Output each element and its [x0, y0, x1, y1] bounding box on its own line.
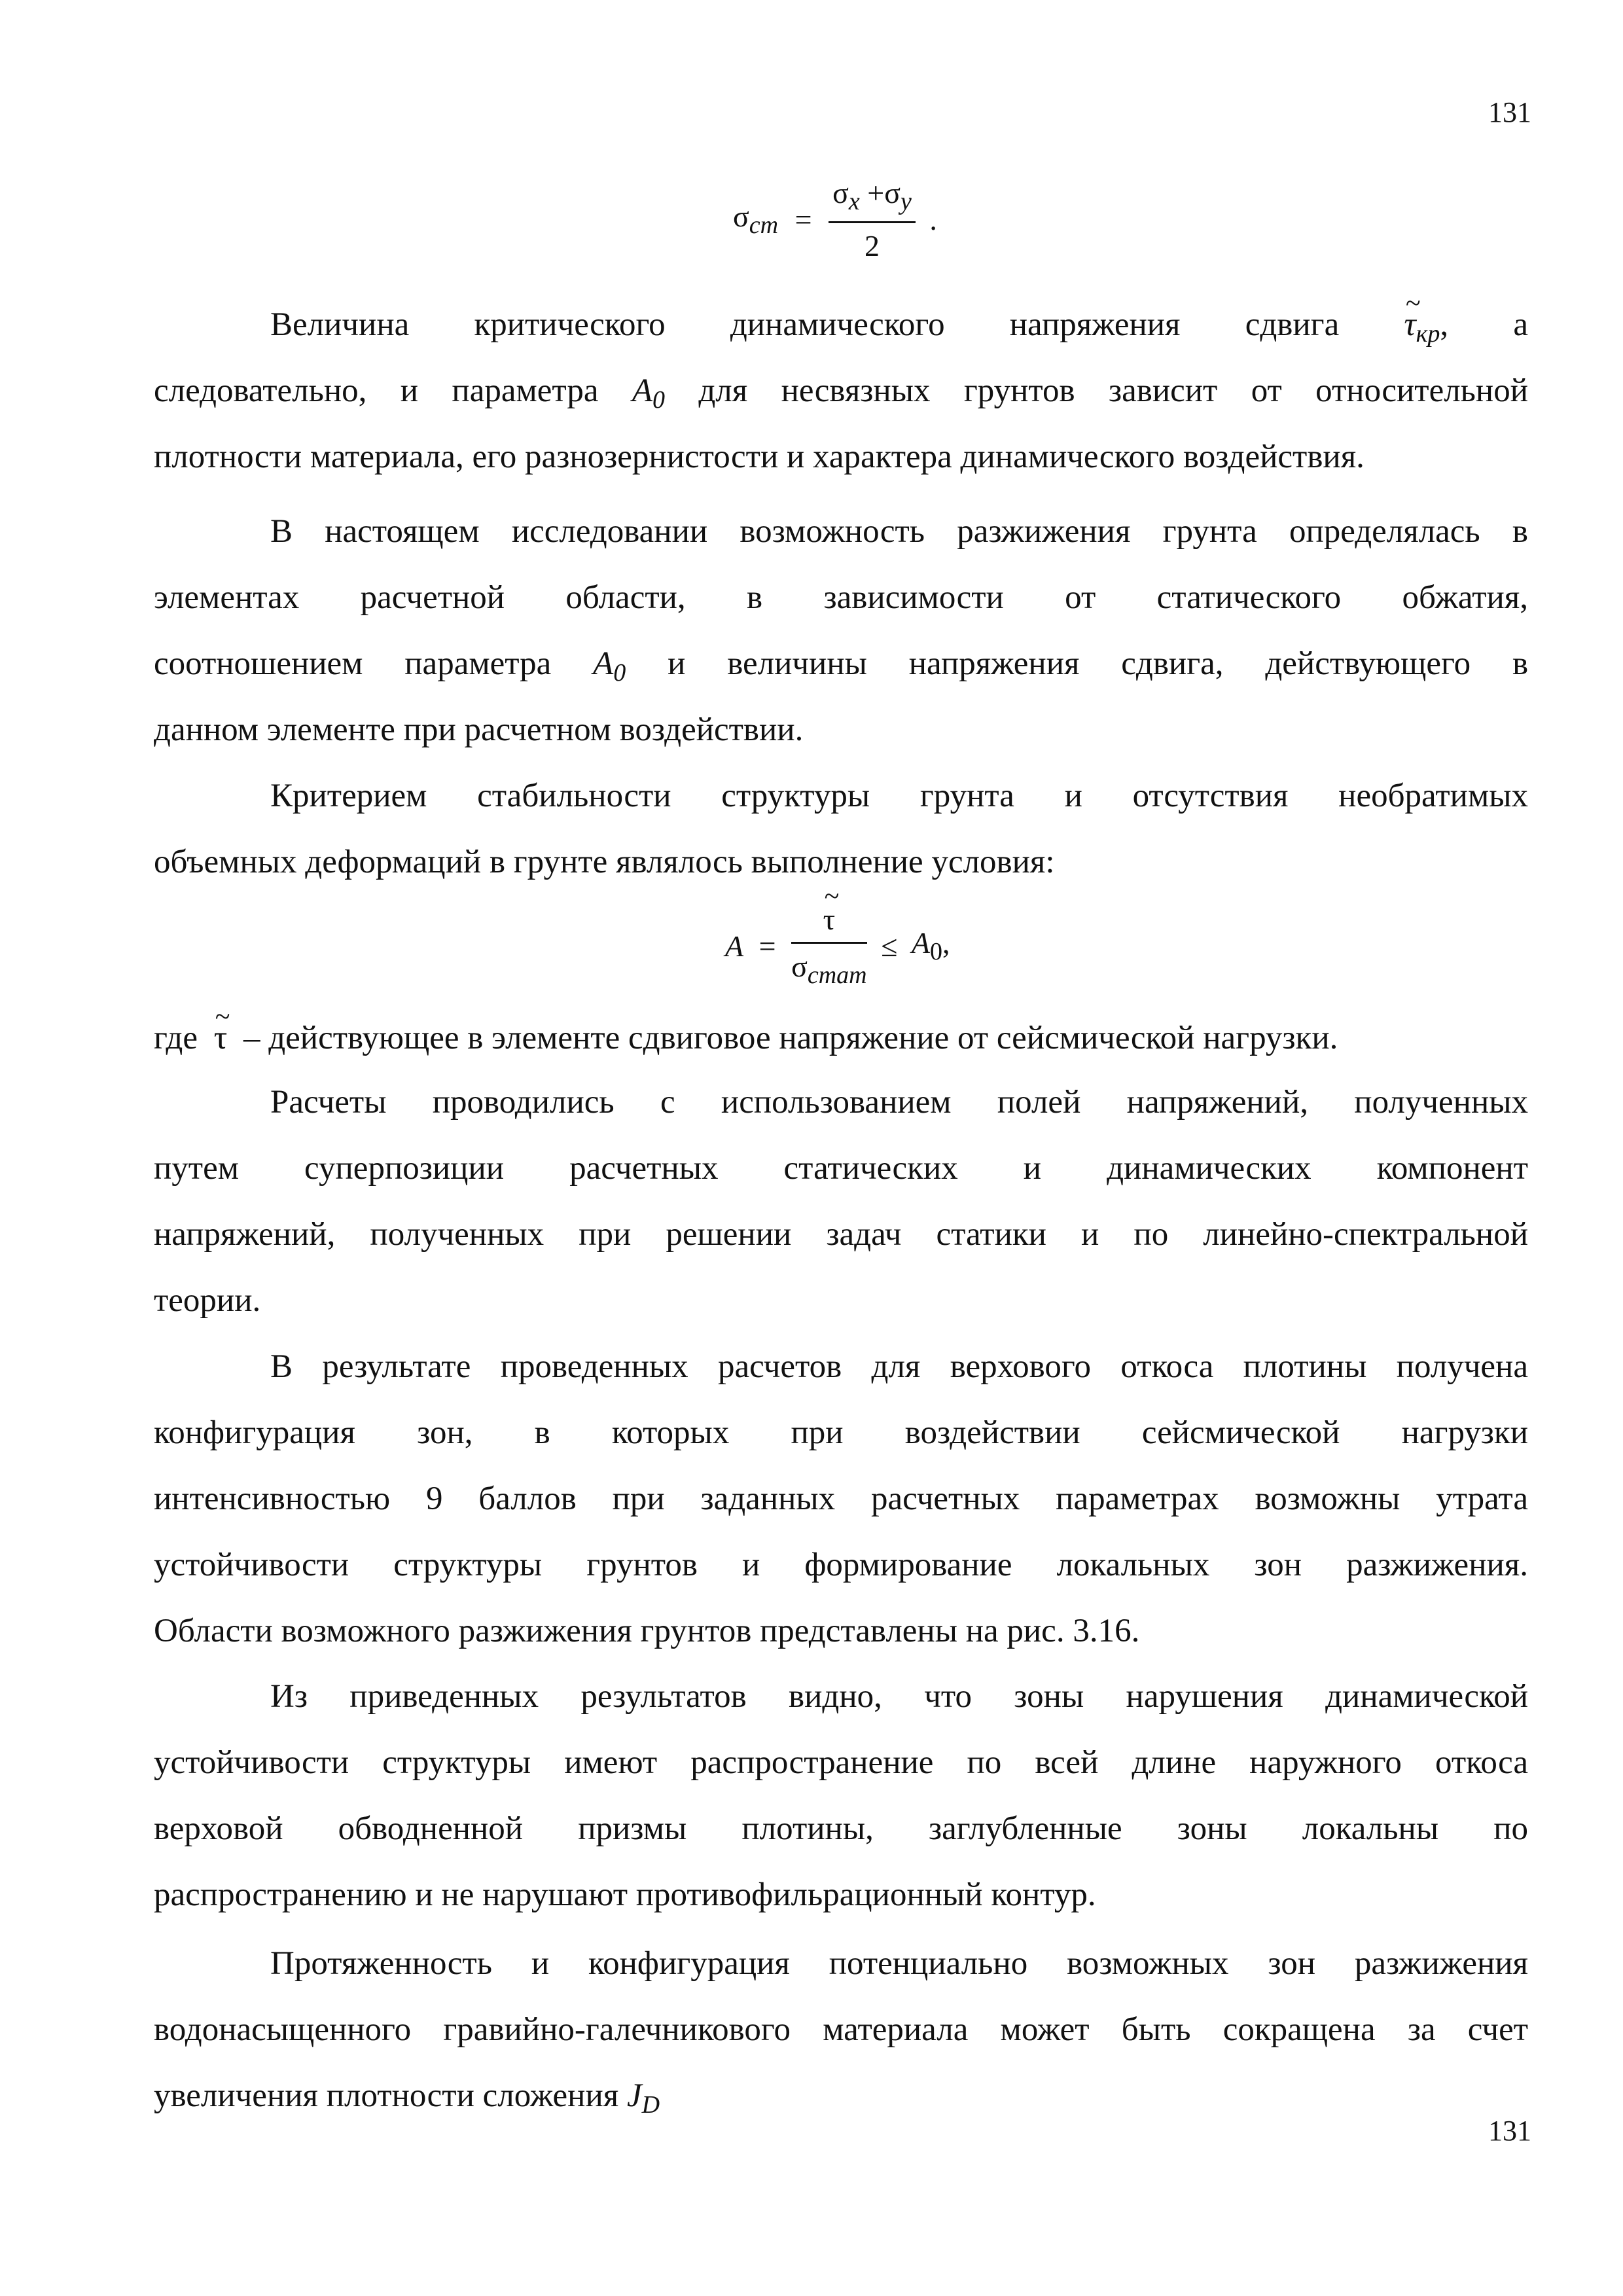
p1-line-1: Величина критического динамического напряжения сдвига ~ $\tau_{кр}$, а	[154, 292, 1528, 358]
p5-line-5: Области возможного разжижения грунтов представлены на рис. 3.16.	[154, 1613, 1140, 1649]
A-symbol: A	[725, 929, 744, 963]
less-or-equal-sign: ≤	[881, 929, 898, 963]
where-line	[154, 1005, 1528, 1071]
p4-line-4: теории.	[154, 1282, 261, 1319]
p2-line-2: элементах расчетной области, в зависимости от статического обжатия,	[154, 579, 1528, 616]
equals-sign: =	[794, 202, 812, 236]
equals-sign: =	[758, 929, 776, 963]
page-number-bottom: 131	[1488, 2115, 1531, 2147]
p5-line-4: устойчивости структуры грунтов и формирование локальных зон разжижения.	[154, 1547, 1528, 1583]
p2-line-1: В настоящем исследовании возможность разжижения грунта определялась в	[270, 513, 1528, 550]
tau-critical: ~ $\tau_{кр}$,	[1404, 292, 1448, 358]
p3-line-1: Критерием стабильности структуры грунта и отсутствия необратимых	[270, 778, 1528, 814]
paragraph-2	[154, 499, 1528, 763]
paragraph-6	[154, 1664, 1528, 1928]
tau-symbol: ~ τ	[214, 1005, 228, 1071]
p1-line-3: плотности материала, его разнозернистости и характера динамического воздействия.	[154, 439, 1364, 475]
p5-line-2: конфигурация зон, в которых при воздействии сейсмической нагрузки	[154, 1414, 1528, 1451]
p5-line-3: интенсивностью 9 баллов при заданных расчетных параметрах возможны утрата	[154, 1480, 1528, 1517]
sigma-cm: $\sigma_{cm}$	[733, 200, 779, 239]
p3-line-2: объемных деформаций в грунте являлось выполнение условия:	[154, 844, 1055, 880]
p2-line-4: данном элементе при расчетном воздействии.	[154, 711, 804, 748]
p6-line-2: устойчивости структуры имеют распространение по всей длине наружного откоса	[154, 1744, 1528, 1781]
fraction-numerator: $\sigma_x +\sigma_y$	[829, 175, 916, 223]
p6-line-3: верховой обводненной призмы плотины, заглубленные зоны локальны по	[154, 1810, 1528, 1847]
formula-period: .	[929, 202, 937, 236]
p7-line-3: увеличения плотности сложения $J_D$	[154, 2077, 660, 2119]
where-text: где ~ τ – действующее в элементе сдвиговое напряжение от сейсмической нагрузки.	[154, 1005, 1528, 1071]
p6-line-1: Из приведенных результатов видно, что зоны нарушения динамической	[270, 1678, 1528, 1715]
fraction-numerator: ~ τ	[791, 902, 867, 944]
A0-symbol: $A_0$,	[911, 926, 950, 965]
p4-line-3: напряжений, полученных при решении задач статики и по линейно-спектральной	[154, 1216, 1528, 1253]
p5-line-1: В результате проведенных расчетов для верхового откоса плотины получена	[270, 1348, 1528, 1385]
fraction-denominator: 2	[864, 229, 880, 262]
p7-line-2: водонасыщенного гравийно-галечникового материала может быть сокращена за счет	[154, 2011, 1528, 2048]
formula-stability-criterion	[725, 902, 950, 990]
paragraph-5	[154, 1334, 1528, 1664]
p4-line-1: Расчеты проводились с использованием полей напряжений, полученных	[270, 1084, 1528, 1121]
paragraph-1	[154, 292, 1528, 490]
paragraph-3	[154, 763, 1528, 895]
p6-line-4: распространению и не нарушают противофильрационный контур.	[154, 1876, 1096, 1913]
fraction	[791, 902, 867, 990]
fraction	[829, 175, 916, 263]
page-number-top: 131	[1488, 96, 1531, 128]
p1-line-2: следовательно, и параметра $A_0$ для несвязных грунтов зависит от относительной	[154, 372, 1528, 414]
paragraph-4	[154, 1069, 1528, 1334]
paragraph-7	[154, 1931, 1528, 2129]
p4-line-2: путем суперпозиции расчетных статических и динамических компонент	[154, 1150, 1528, 1187]
p2-line-3: соотношением параметра $A_0$ и величины напряжения сдвига, действующего в	[154, 645, 1528, 687]
fraction-denominator: $\sigma_{cmam}$	[791, 950, 867, 989]
formula-mean-stress	[733, 175, 937, 263]
p7-line-1: Протяженность и конфигурация потенциально возможных зон разжижения	[270, 1945, 1528, 1982]
